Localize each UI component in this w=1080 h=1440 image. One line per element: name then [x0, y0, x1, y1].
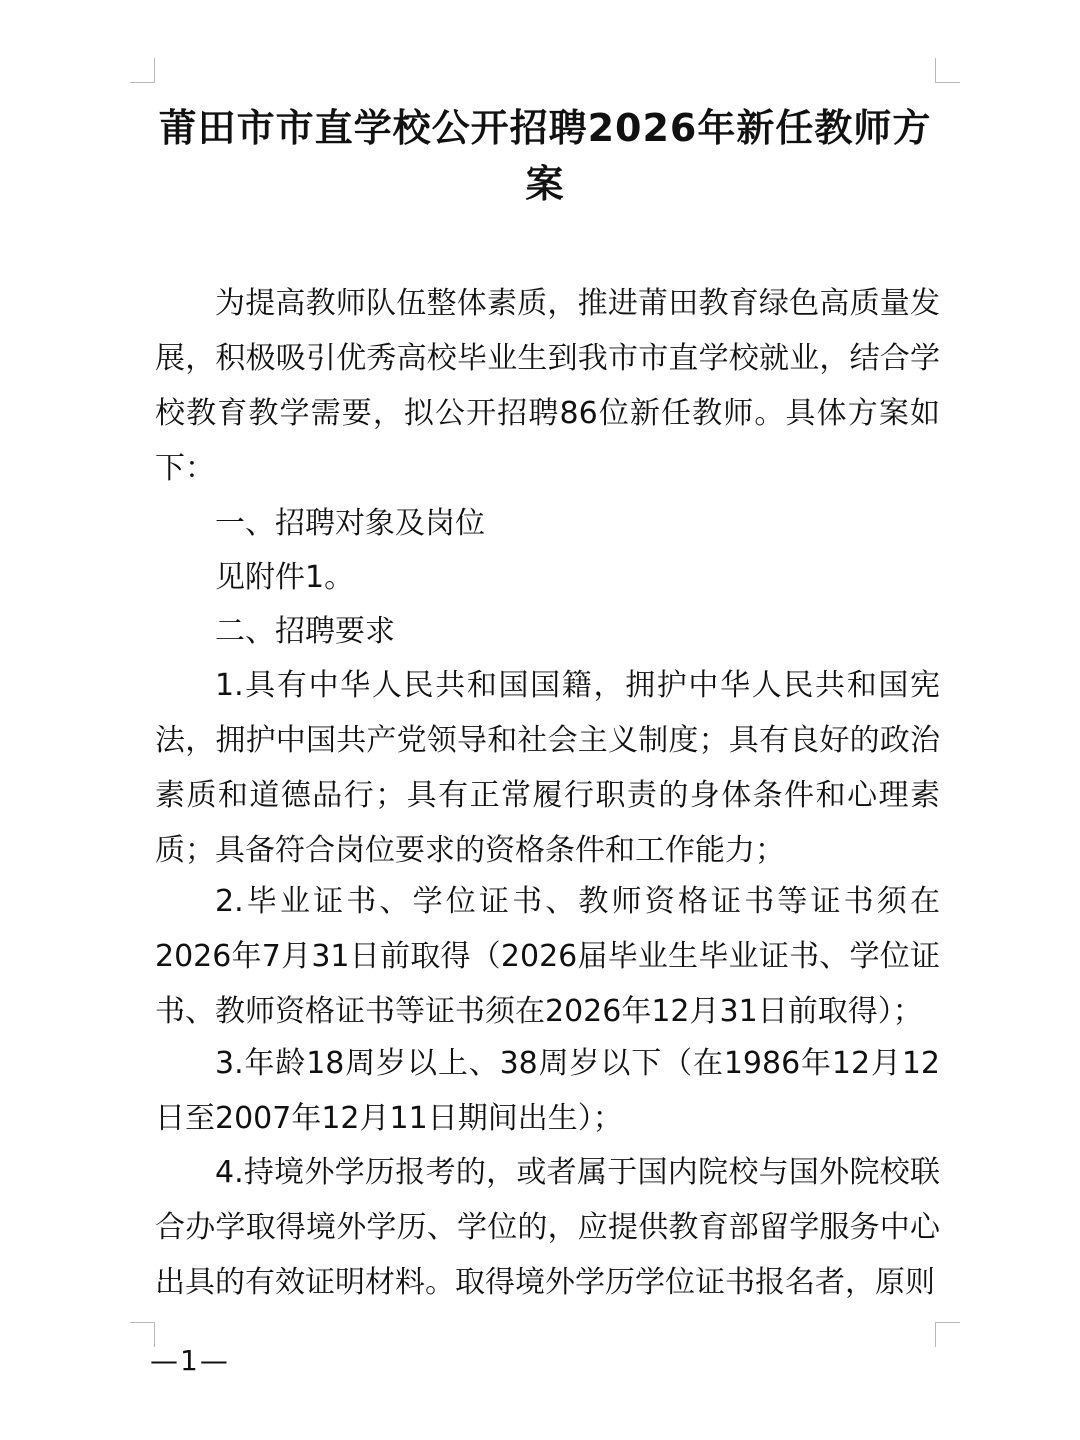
section-body-see-attachment: 见附件1。	[215, 560, 355, 595]
intro-paragraph: 为提高教师队伍整体素质，推进莆田教育绿色高质量发展，积极吸引优秀高校毕业生到我市市直学校就业，结合学校教育教学需要，拟公开招聘86位新任教师。具体方案如下：	[155, 286, 940, 486]
requirement-2: 2.毕业证书、学位证书、教师资格证书等证书须在2026年7月31日前取得（2026届毕业生毕业证书、学位证书、教师资格证书等证书须在2026年12月31日前取得）；	[155, 884, 940, 1029]
crop-mark-top-right	[935, 58, 960, 83]
crop-mark-top-left	[130, 58, 155, 83]
requirement-1: 1.具有中华人民共和国国籍，拥护中华人民共和国宪法，拥护中国共产党领导和社会主义制度；具有良好的政治素质和道德品行；具有正常履行职责的身体条件和心理素质；具备符合岗位要求的资格条件和工作能力；	[155, 668, 940, 868]
page-number: —1—	[150, 1344, 230, 1377]
crop-mark-bottom-right	[935, 1322, 960, 1347]
requirement-4: 4.持境外学历报考的，或者属于国内院校与国外院校联合办学取得境外学历、学位的，应提供教育部留学服务中心出具的有效证明材料。取得境外学历学位证书报名者，原则	[155, 1155, 940, 1300]
section-heading-recruitment-requirements: 二、招聘要求	[215, 614, 395, 649]
document-title: 莆田市市直学校公开招聘2026年新任教师方案	[158, 106, 932, 206]
section-heading-recruitment-targets: 一、招聘对象及岗位	[215, 506, 485, 541]
requirement-3: 3.年龄18周岁以上、38周岁以下（在1986年12月12日至2007年12月11日期间出生）；	[155, 1046, 940, 1136]
